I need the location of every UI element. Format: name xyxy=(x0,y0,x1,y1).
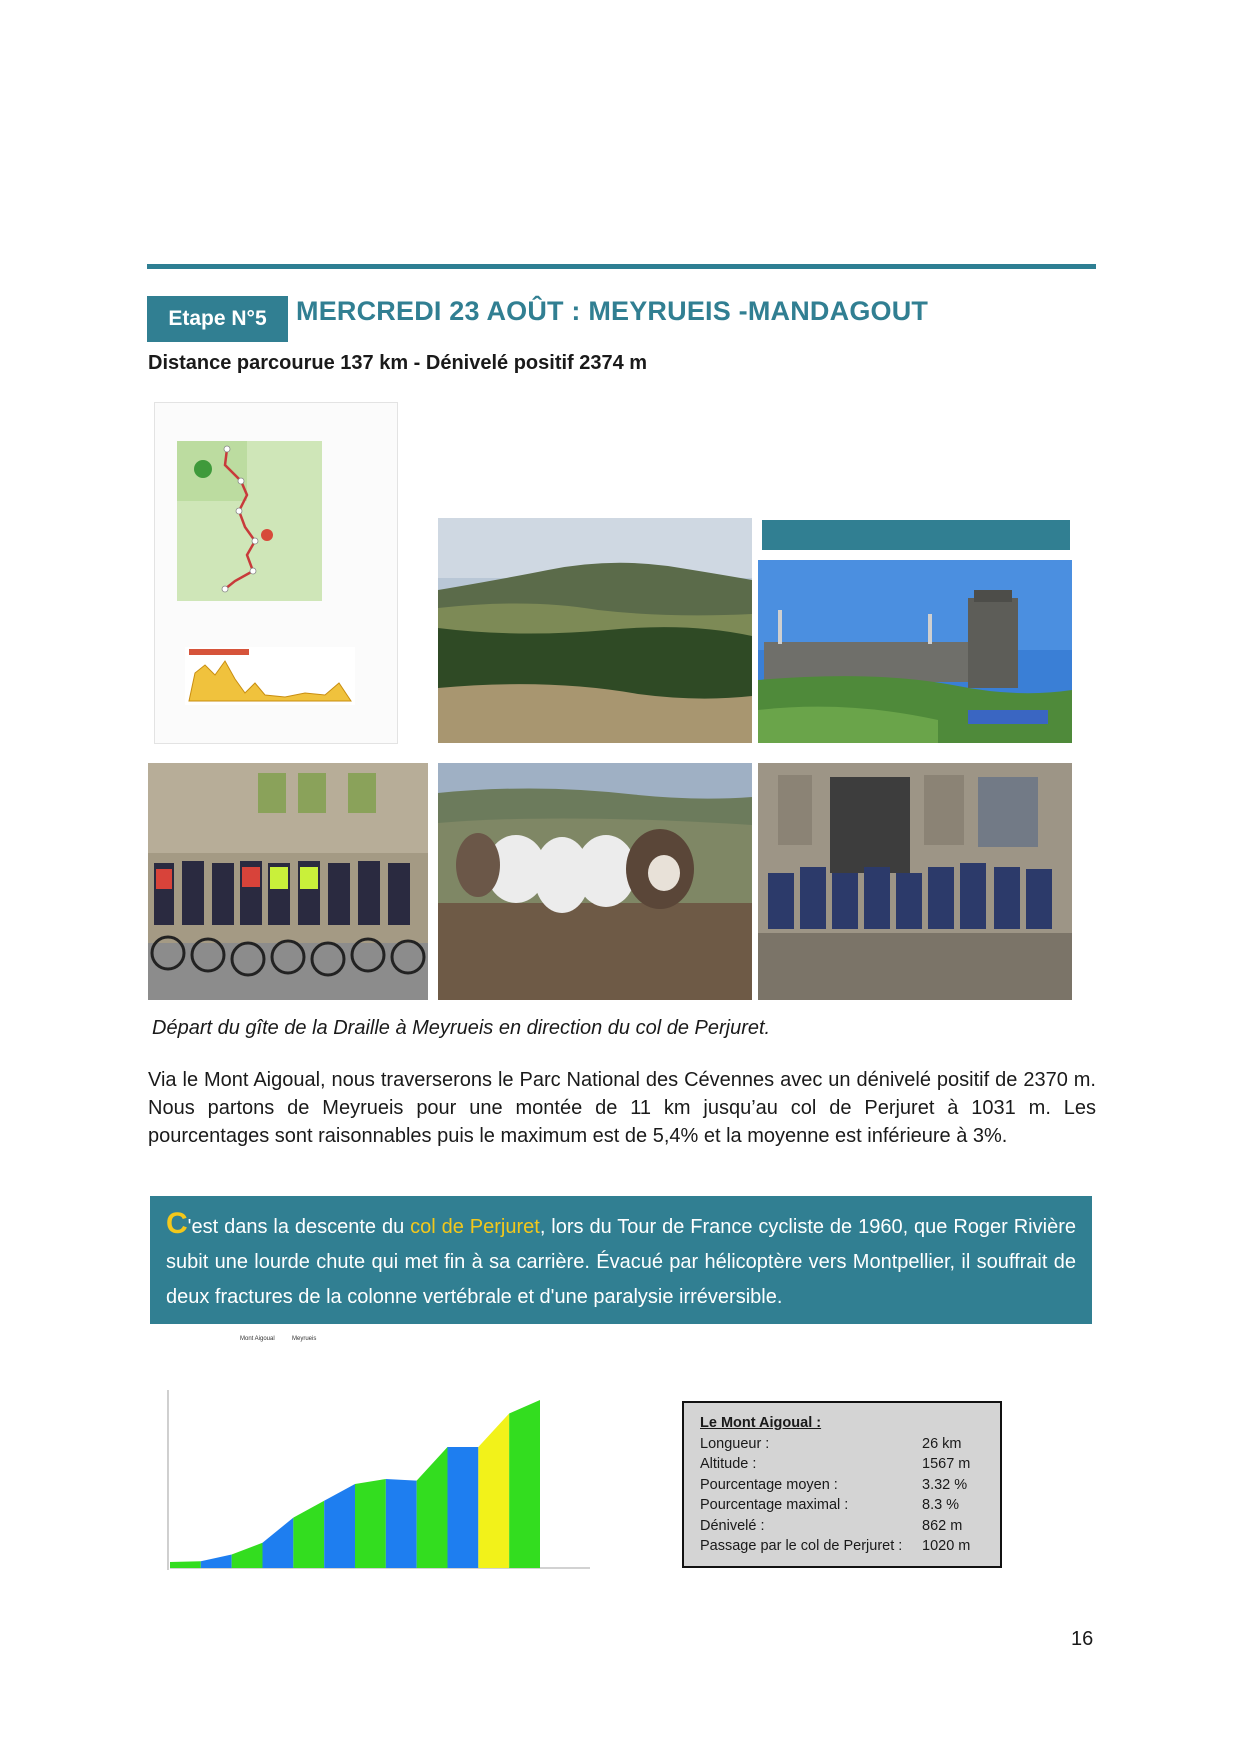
infobox-row xyxy=(700,1434,986,1455)
profile-title-left: Mont Aigoual xyxy=(240,1336,275,1342)
stage-title: MERCREDI 23 AOÛT : MEYRUEIS -MANDAGOUT xyxy=(296,296,929,326)
profile-segment xyxy=(293,1501,324,1568)
infobox-key: Pourcentage maximal : xyxy=(700,1497,849,1513)
profile-segment xyxy=(448,1447,479,1568)
quote-dropcap: C xyxy=(166,1207,188,1240)
infobox-value: 8.3 % xyxy=(922,1497,960,1513)
quote-part1: 'est dans la descente du xyxy=(187,1216,411,1238)
mountain-landscape-photo xyxy=(438,518,752,743)
infobox-value: 1020 m xyxy=(922,1538,971,1554)
infobox-value: 26 km xyxy=(922,1435,962,1452)
profile-segment xyxy=(478,1413,509,1568)
infobox-row xyxy=(700,1495,986,1516)
header-rule xyxy=(147,264,1096,269)
infobox-value: 862 m xyxy=(922,1517,963,1534)
profile-segment xyxy=(417,1447,448,1568)
page-number: 16 xyxy=(1071,1628,1094,1650)
cyclists-group-photo xyxy=(148,763,428,1000)
observatory-photo xyxy=(758,560,1072,743)
profile-segment xyxy=(355,1479,386,1568)
infobox-row xyxy=(700,1475,986,1496)
infobox-row xyxy=(700,1454,986,1475)
infobox-value: 1567 m xyxy=(922,1456,971,1472)
cows-grazing-photo xyxy=(438,763,752,1000)
infobox-value: 3.32 % xyxy=(922,1476,968,1493)
elevation-profile-chart xyxy=(160,1330,600,1580)
profile-title-right: Meyrueis xyxy=(292,1336,317,1342)
infobox-row xyxy=(700,1516,986,1537)
profile-segment xyxy=(509,1400,540,1568)
infobox-title: Le Mont Aigoual : xyxy=(700,1415,822,1431)
infobox-key: Longueur : xyxy=(700,1435,770,1452)
profile-segment xyxy=(232,1543,263,1568)
etape-label: Etape N°5 xyxy=(168,307,267,330)
profile-segment xyxy=(263,1518,294,1568)
history-quote-box xyxy=(150,1196,1092,1324)
infobox-row xyxy=(700,1536,986,1557)
stage-description: Via le Mont Aigoual, nous traverserons le Parc National des Cévennes avec un dénivelé positif de 2370 m. Nous partons de Meyrueis pour une montée de 11 km jusqu’au col de Perjuret à 1031 m. Les pourcentages sont raisonnables puis le maximum est de 5,4% et la moyenne est inférieure à 3%. xyxy=(148,1069,1096,1147)
photo-banner xyxy=(762,520,1070,550)
infobox-key: Pourcentage moyen : xyxy=(700,1476,838,1493)
distance-summary: Distance parcourue 137 km - Dénivelé positif 2374 m xyxy=(148,352,648,374)
quote-highlight: col de Perjuret xyxy=(410,1216,540,1238)
profile-segment xyxy=(386,1479,417,1568)
quote-part2: , lors du Tour de France cycliste de 1960, que Roger Rivière subit une lourde chute qui met fin à sa carrière. Évacué par hélicoptère vers Montpellier, il souffrait de deux fractures de la colonne vertébrale et d'une paralysie irréversible. xyxy=(166,1216,1076,1308)
profile-segment xyxy=(170,1561,201,1568)
profile-segment xyxy=(324,1484,355,1568)
infobox-key: Passage par le col de Perjuret : xyxy=(700,1538,903,1554)
etape-badge xyxy=(147,296,288,342)
infobox-key: Altitude : xyxy=(700,1456,757,1472)
profile-segment xyxy=(201,1555,232,1568)
mont-aigoual-infobox xyxy=(682,1401,1002,1568)
infobox-key: Dénivelé : xyxy=(700,1517,765,1534)
photo-caption: Départ du gîte de la Draille à Meyrueis en direction du col de Perjuret. xyxy=(152,1017,771,1039)
route-map xyxy=(154,402,398,744)
cyclists-seated-photo xyxy=(758,763,1072,1000)
